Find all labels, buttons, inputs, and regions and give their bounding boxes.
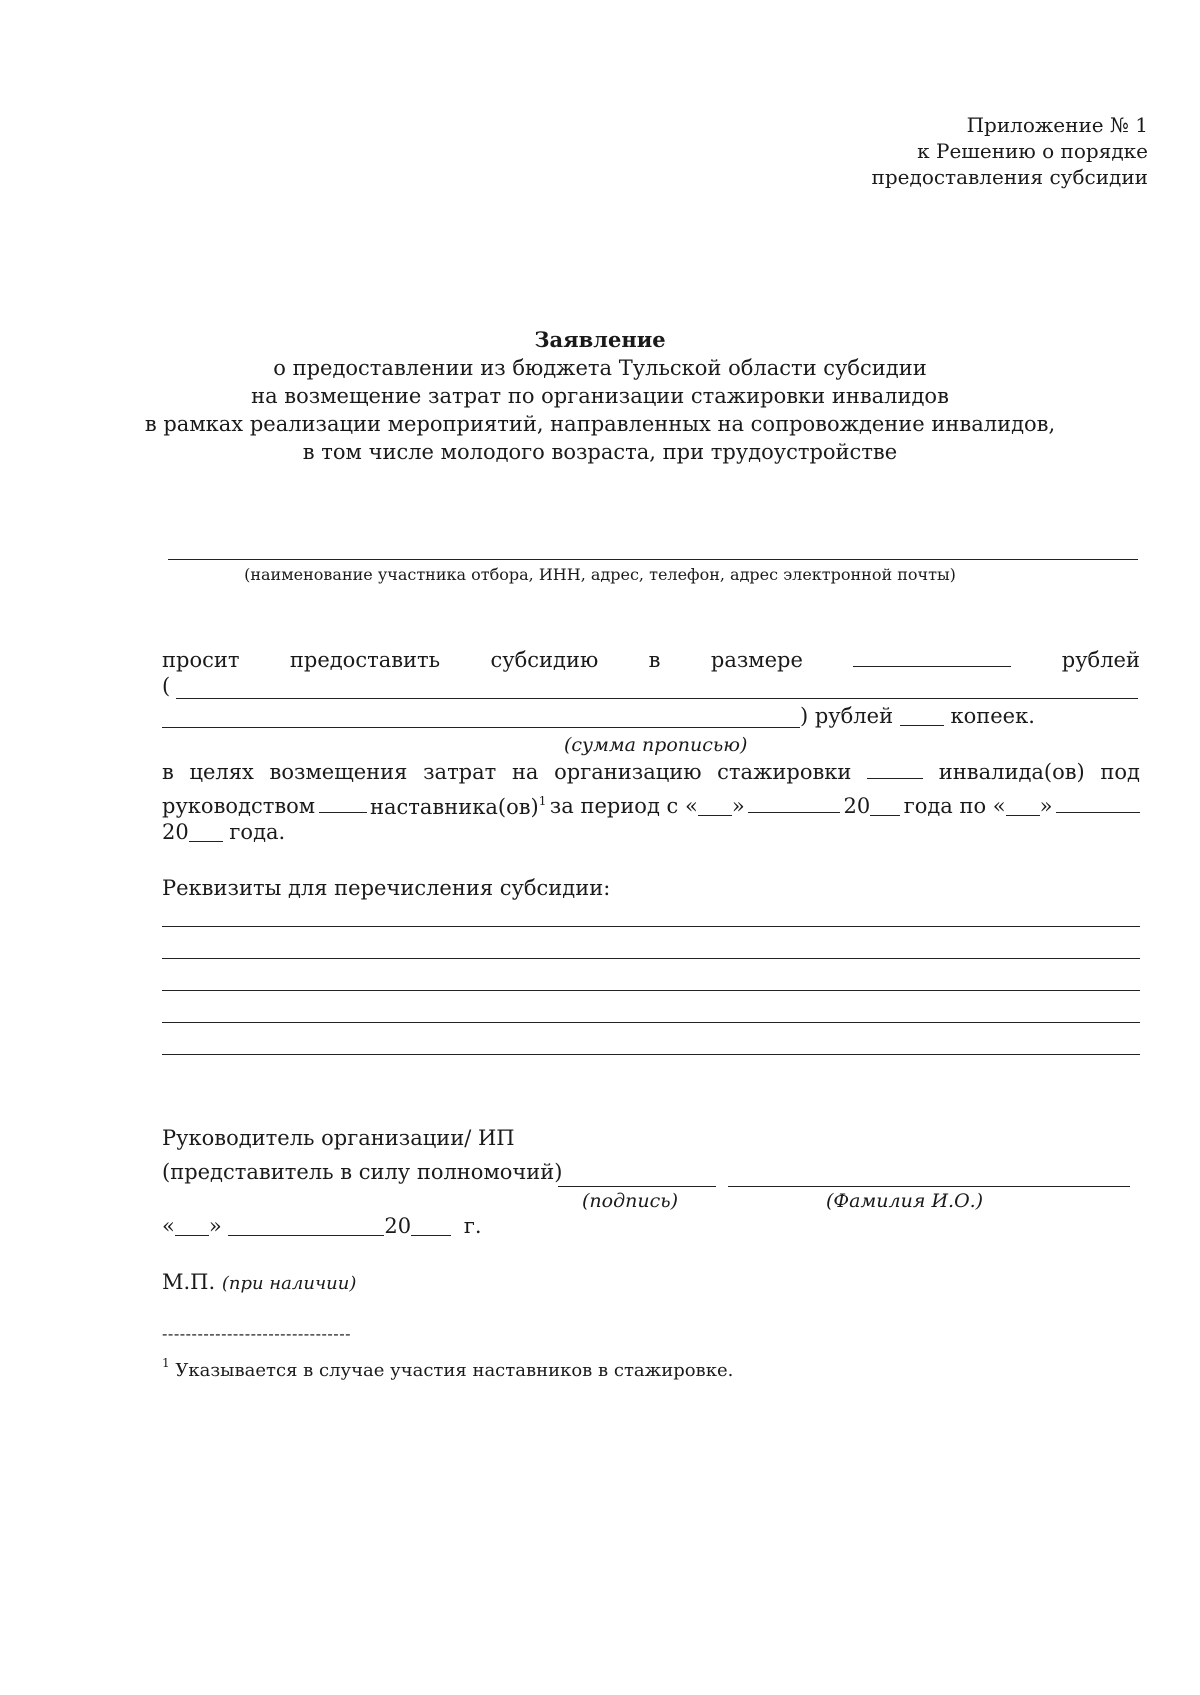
document-title — [0, 326, 1200, 466]
open-paren: ( — [162, 674, 171, 698]
stamp-label: М.П. — [162, 1270, 216, 1294]
amount-words-field-2[interactable] — [162, 727, 800, 728]
year-prefix: 20 — [843, 794, 871, 818]
period-to-label: года по « — [903, 794, 1006, 818]
sign-day-field[interactable] — [175, 1217, 209, 1236]
purpose-word: руководством — [162, 794, 316, 818]
kopecks-field[interactable] — [900, 707, 944, 726]
requisites-line[interactable] — [162, 958, 1140, 959]
purpose-line-2 — [162, 794, 1140, 819]
footnote-text: Указывается в случае участия наставников в стажировке. — [175, 1360, 734, 1381]
year-prefix: 20 — [162, 820, 189, 844]
purpose-word: целях — [189, 760, 254, 784]
end-month-field[interactable] — [1056, 794, 1140, 813]
start-day-field[interactable] — [698, 797, 732, 816]
amount-words-field-1[interactable] — [176, 698, 1138, 699]
purpose-word: под — [1100, 760, 1140, 784]
request-word: предоставить — [289, 648, 441, 672]
appendix-header — [872, 112, 1148, 190]
end-day-field[interactable] — [1006, 797, 1040, 816]
quote-close: » — [731, 794, 745, 818]
request-word: субсидию — [490, 648, 599, 672]
mentor-count-field[interactable] — [319, 794, 367, 813]
start-month-field[interactable] — [748, 794, 840, 813]
footnote-mark: 1 — [162, 1356, 170, 1370]
signature-date — [162, 1214, 482, 1238]
footnote — [162, 1356, 733, 1381]
title-line-3: в рамках реализации мероприятий, направленных на сопровождение инвалидов, — [144, 412, 1056, 436]
applicant-caption: (наименование участника отбора, ИНН, адрес, телефон, адрес электронной почты) — [244, 565, 956, 584]
sign-year-field[interactable] — [411, 1217, 451, 1236]
end-year-field[interactable] — [189, 823, 223, 842]
purpose-word: возмещения — [269, 760, 408, 784]
footnote-reference: 1 — [538, 794, 547, 808]
quote-close: » — [1039, 794, 1053, 818]
requisites-line[interactable] — [162, 926, 1140, 927]
period-from-label: за период с « — [549, 794, 698, 818]
purpose-word: инвалида(ов) — [938, 760, 1085, 784]
rubles-close-text: ) рублей — [800, 704, 894, 728]
title-line-1: о предоставлении из бюджета Тульской области субсидии — [273, 356, 927, 380]
title-line-2: на возмещение затрат по организации стажировки инвалидов — [251, 384, 949, 408]
year-prefix: 20 — [384, 1214, 412, 1238]
disabled-count-field[interactable] — [867, 760, 923, 779]
request-word: в — [648, 648, 661, 672]
title-heading: Заявление — [534, 327, 666, 352]
requisites-label: Реквизиты для перечисления субсидии: — [162, 876, 611, 900]
rubles-close — [800, 704, 1035, 728]
full-name-field[interactable] — [728, 1186, 1130, 1187]
quote-close: » — [208, 1214, 222, 1238]
stamp-note: (при наличии) — [221, 1273, 357, 1294]
request-word: размере — [710, 648, 803, 672]
year-suffix: г. — [463, 1214, 482, 1238]
requisites-line[interactable] — [162, 1022, 1140, 1023]
amount-digits-field[interactable] — [853, 648, 1011, 667]
request-word: просит — [162, 648, 240, 672]
purpose-word: организацию — [554, 760, 702, 784]
applicant-field[interactable] — [168, 559, 1138, 560]
quote-open: « — [162, 1214, 175, 1238]
purpose-word: наставника(ов) — [370, 795, 539, 819]
appendix-line-2: к Решению о порядке — [917, 139, 1148, 163]
requisites-line[interactable] — [162, 1054, 1140, 1055]
signature-caption: (подпись) — [582, 1190, 679, 1212]
purpose-word: в — [162, 760, 174, 784]
kopecks-label: копеек. — [950, 704, 1035, 728]
purpose-line-3 — [162, 820, 285, 844]
stamp-line — [162, 1270, 356, 1294]
signer-role-1: Руководитель организации/ ИП — [162, 1126, 515, 1150]
purpose-word: на — [511, 760, 539, 784]
signature-field[interactable] — [558, 1186, 716, 1187]
amount-caption: (сумма прописью) — [564, 734, 748, 756]
start-year-field[interactable] — [870, 797, 900, 816]
full-name-caption: (Фамилия И.О.) — [826, 1190, 984, 1212]
request-line — [162, 648, 1140, 672]
request-word: рублей — [1061, 648, 1140, 672]
sign-month-field[interactable] — [228, 1217, 384, 1236]
appendix-line-3: предоставления субсидии — [871, 165, 1148, 189]
year-end-label: года. — [229, 820, 286, 844]
signer-role-2: (представитель в силу полномочий) — [162, 1160, 563, 1184]
title-line-4: в том числе молодого возраста, при трудоустройстве — [302, 440, 898, 464]
requisites-line[interactable] — [162, 990, 1140, 991]
purpose-word: стажировки — [717, 760, 852, 784]
appendix-line-1: Приложение № 1 — [966, 113, 1148, 137]
purpose-line-1 — [162, 760, 1140, 784]
purpose-word: затрат — [423, 760, 497, 784]
footnote-separator: -------------------------------- — [162, 1324, 351, 1343]
